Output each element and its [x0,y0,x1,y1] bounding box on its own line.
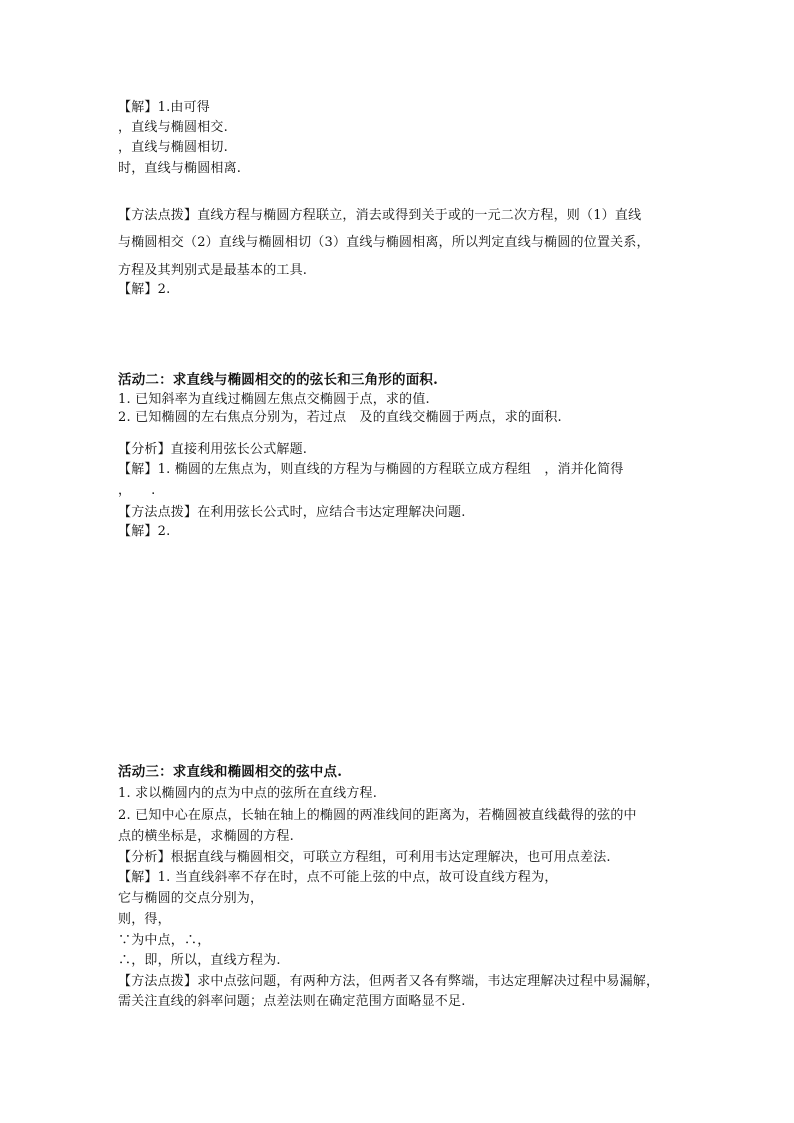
activity-2-title: 活动二：求直线与椭圆相交的的弦长和三角形的面积. [118,372,438,388]
solution-2-label: 【解】2. [118,282,171,297]
activity-3-solution-line-5: ∴，即，所以，直线方程为. [118,953,281,968]
activity-3-analysis: 【分析】根据直线与椭圆相交，可联立方程组，可利用韦达定理解决，也可用点差法. [118,850,611,865]
activity-2-solution-1-cont: ， . [118,483,156,498]
activity-3-question-2-line-1: 2. 已知中心在原点，长轴在轴上的椭圆的两准线间的距离为，若椭圆被直线截得的弦的中 [118,808,637,823]
activity-3-solution-line-1: 【解】1. 当直线斜率不存在时，点不可能上弦的中点，故可设直线方程为， [118,870,558,885]
method-tip-1-line-2: 与椭圆相交（2）直线与椭圆相切（3）直线与椭圆相离，所以判定直线与椭圆的位置关系， [118,235,650,250]
method-tip-1-line-3: 方程及其判别式是最基本的工具. [118,263,308,278]
activity-3-question-2-line-2: 点的横坐标是，求椭圆的方程. [118,829,294,844]
activity-3-method-tip-line-2: 需关注直线的斜率问题；点差法则在确定范围方面略显不足. [118,994,466,1009]
activity-3-solution-line-2: 它与椭圆的交点分别为， [118,891,264,906]
activity-3-title: 活动三：求直线和椭圆相交的弦中点. [118,764,343,780]
activity-2-question-2: 2. 已知椭圆的左右焦点分别为，若过点 及的直线交椭圆于两点，求的面积. [118,410,562,425]
activity-2-solution-2: 【解】2. [118,524,171,539]
activity-3-question-1: 1. 求以椭圆内的点为中点的弦所在直线方程. [118,786,378,801]
activity-2-method-tip: 【方法点拨】在利用弦长公式时，应结合韦达定理解决问题. [118,505,466,520]
activity-3-method-tip-line-1: 【方法点拨】求中点弦问题，有两种方法，但两者又各有弊端，韦达定理解决过程中易漏解， [118,974,660,989]
activity-3-solution-line-4: ∵为中点，∴， [118,933,211,948]
activity-2-solution-1: 【解】1. 椭圆的左焦点为，则直线的方程为与椭圆的方程联立成方程组 ，消并化简得 [118,462,624,477]
solution-1-line-1: 【解】1.由可得 [118,100,211,115]
solution-1-line-2: ，直线与椭圆相交. [118,120,228,135]
activity-2-analysis: 【分析】直接利用弦长公式解题. [118,442,308,457]
solution-1-line-4: 时，直线与椭圆相离. [118,161,242,176]
activity-3-solution-line-3: 则，得， [118,912,171,927]
activity-2-question-1: 1. 已知斜率为直线过椭圆左焦点交椭圆于点，求的值. [118,392,430,407]
method-tip-1-line-1: 【方法点拨】直线方程与椭圆方程联立，消去或得到关于或的一元二次方程，则（1）直线 [118,208,642,223]
solution-1-line-3: ，直线与椭圆相切. [118,140,228,155]
